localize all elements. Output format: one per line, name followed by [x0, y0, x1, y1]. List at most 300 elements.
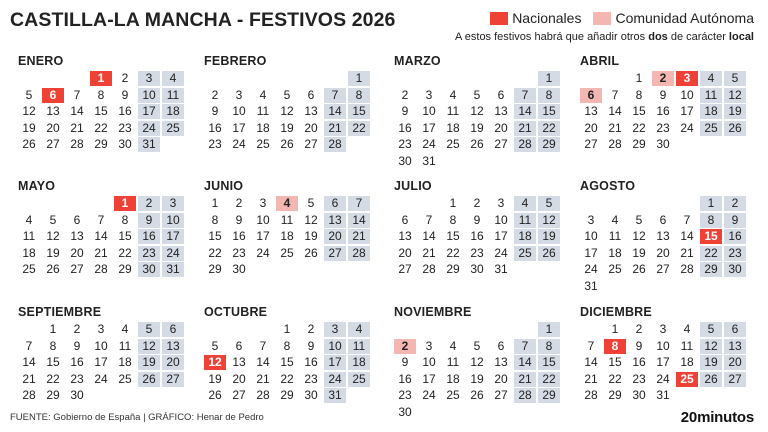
brand-logo: 20minutos — [680, 409, 754, 426]
empty-cell — [300, 71, 322, 86]
day-cell: 9 — [659, 87, 667, 102]
weekend-day-cell: 2 — [138, 196, 160, 211]
day-cell: 23 — [232, 245, 246, 260]
empty-cell — [442, 71, 464, 86]
legend-item-national — [490, 10, 581, 26]
day-cell: 26 — [46, 262, 60, 276]
day-cell: 16 — [118, 104, 132, 118]
weekend-day-cell: 28 — [324, 137, 346, 152]
day-cell: 7 — [683, 212, 691, 227]
month-name: OCTUBRE — [204, 305, 268, 319]
day-cell: 20 — [70, 245, 84, 260]
month-grid — [394, 196, 564, 277]
weekend-day-cell: 11 — [348, 339, 370, 354]
day-cell: 4 — [683, 322, 691, 336]
month-grid — [580, 196, 750, 294]
weekend-day-cell: 26 — [700, 372, 722, 387]
day-cell: 17 — [94, 355, 108, 369]
day-cell: 24 — [680, 120, 694, 135]
weekend-day-cell: 13 — [324, 213, 346, 228]
day-cell: 2 — [121, 71, 129, 85]
month-mayo — [18, 178, 188, 277]
day-cell: 14 — [94, 229, 108, 243]
month-grid — [580, 322, 750, 403]
day-cell: 29 — [118, 262, 132, 276]
weekend-day-cell: 10 — [162, 213, 184, 228]
day-cell: 9 — [121, 87, 129, 102]
day-cell: 23 — [632, 371, 646, 386]
day-cell: 19 — [470, 120, 484, 135]
empty-cell — [228, 322, 250, 337]
day-cell: 13 — [494, 355, 508, 369]
day-cell: 23 — [398, 388, 412, 402]
day-cell: 14 — [422, 229, 436, 243]
note-prefix: A estos festivos habrá que añadir otros — [454, 31, 649, 43]
weekend-day-cell: 29 — [538, 388, 560, 403]
day-cell: 5 — [473, 87, 481, 102]
day-cell: 17 — [584, 245, 598, 260]
day-cell: 29 — [94, 137, 108, 151]
day-cell: 16 — [632, 355, 646, 369]
month-name: AGOSTO — [580, 179, 636, 193]
weekend-day-cell: 21 — [348, 229, 370, 244]
weekend-day-cell: 10 — [138, 88, 160, 103]
day-cell: 30 — [470, 262, 484, 276]
weekend-day-cell: 14 — [514, 104, 536, 119]
day-cell: 6 — [73, 212, 81, 227]
day-cell: 9 — [235, 212, 243, 227]
weekend-day-cell: 17 — [162, 229, 184, 244]
weekend-day-cell: 9 — [138, 213, 160, 228]
day-cell: 9 — [473, 212, 481, 227]
day-cell: 20 — [46, 120, 60, 135]
legend-regional-label: Comunidad Autónoma — [615, 10, 754, 26]
empty-cell — [442, 322, 464, 337]
day-cell: 3 — [97, 322, 105, 336]
day-cell: 27 — [656, 262, 670, 276]
day-cell: 1 — [283, 322, 291, 336]
day-cell: 10 — [422, 104, 436, 118]
day-cell: 5 — [635, 212, 643, 227]
day-cell: 27 — [398, 262, 412, 276]
empty-cell — [90, 196, 112, 211]
national-holiday-cell: 8 — [604, 339, 626, 354]
weekend-day-cell: 6 — [724, 322, 746, 337]
weekend-day-cell: 11 — [514, 213, 536, 228]
day-cell: 21 — [422, 245, 436, 260]
day-cell: 13 — [398, 229, 412, 243]
weekend-day-cell: 19 — [724, 104, 746, 119]
day-cell: 6 — [235, 338, 243, 353]
day-cell: 27 — [494, 388, 508, 402]
day-cell: 25 — [608, 262, 622, 276]
empty-cell — [18, 71, 40, 86]
day-cell: 6 — [401, 212, 409, 227]
day-cell: 14 — [22, 355, 36, 369]
day-cell: 26 — [304, 245, 318, 260]
day-cell: 9 — [307, 338, 315, 353]
day-cell: 20 — [494, 371, 508, 386]
weekend-day-cell: 8 — [700, 213, 722, 228]
weekend-day-cell: 31 — [138, 137, 160, 152]
day-cell: 11 — [22, 229, 36, 243]
day-cell: 28 — [22, 388, 36, 402]
month-noviembre — [394, 304, 564, 420]
weekend-day-cell: 26 — [724, 121, 746, 136]
weekend-day-cell: 1 — [348, 71, 370, 86]
day-cell: 29 — [632, 137, 646, 151]
day-cell: 16 — [398, 120, 412, 135]
day-cell: 24 — [422, 137, 436, 151]
day-cell: 5 — [49, 212, 57, 227]
regional-holiday-cell: 4 — [276, 196, 298, 211]
day-cell: 5 — [473, 338, 481, 353]
weekend-day-cell: 19 — [538, 229, 560, 244]
day-cell: 22 — [208, 245, 222, 260]
day-cell: 1 — [49, 322, 57, 336]
day-cell: 26 — [280, 137, 294, 151]
empty-cell — [466, 322, 488, 337]
empty-cell — [252, 322, 274, 337]
day-cell: 22 — [446, 245, 460, 260]
day-cell: 3 — [235, 87, 243, 102]
day-cell: 8 — [49, 338, 57, 353]
weekend-day-cell: 22 — [700, 246, 722, 261]
day-cell: 18 — [608, 245, 622, 260]
day-cell: 29 — [280, 388, 294, 402]
weekend-day-cell: 24 — [162, 246, 184, 261]
day-cell: 16 — [470, 229, 484, 243]
regional-holiday-cell: 6 — [580, 88, 602, 103]
national-holiday-cell: 25 — [676, 372, 698, 387]
day-cell: 11 — [680, 338, 694, 353]
weekend-day-cell: 30 — [724, 262, 746, 277]
day-cell: 24 — [232, 137, 246, 151]
day-cell: 28 — [256, 388, 270, 402]
month-febrero — [204, 53, 374, 152]
day-cell: 26 — [632, 262, 646, 276]
weekend-day-cell: 14 — [348, 213, 370, 228]
empty-cell — [652, 196, 674, 211]
day-cell: 29 — [446, 262, 460, 276]
day-cell: 1 — [635, 71, 643, 85]
day-cell: 28 — [584, 388, 598, 402]
note-middle: de carácter — [667, 31, 729, 43]
day-cell: 25 — [446, 388, 460, 402]
day-cell: 18 — [446, 120, 460, 135]
day-cell: 14 — [256, 355, 270, 369]
month-junio — [204, 178, 374, 277]
empty-cell — [324, 71, 346, 86]
month-name: NOVIEMBRE — [394, 305, 472, 319]
day-cell: 26 — [470, 137, 484, 151]
month-name: JUNIO — [204, 179, 244, 193]
day-cell: 16 — [208, 120, 222, 135]
weekend-day-cell: 7 — [514, 339, 536, 354]
day-cell: 28 — [94, 262, 108, 276]
weekend-day-cell: 27 — [724, 372, 746, 387]
weekend-day-cell: 14 — [514, 355, 536, 370]
day-cell: 17 — [680, 104, 694, 118]
month-name: MAYO — [18, 179, 56, 193]
weekend-day-cell: 20 — [162, 355, 184, 370]
day-cell: 11 — [608, 229, 622, 243]
day-cell: 10 — [94, 338, 108, 353]
empty-cell — [394, 71, 416, 86]
empty-cell — [42, 71, 64, 86]
day-cell: 11 — [256, 104, 270, 118]
footer-source: FUENTE: Gobierno de España | GRÁFICO: Henar de Pedro — [10, 412, 264, 423]
empty-cell — [18, 322, 40, 337]
day-cell: 12 — [470, 355, 484, 369]
day-cell: 23 — [118, 120, 132, 135]
day-cell: 11 — [446, 355, 460, 369]
empty-cell — [204, 71, 226, 86]
empty-cell — [204, 322, 226, 337]
day-cell: 19 — [304, 229, 318, 243]
day-cell: 8 — [449, 212, 457, 227]
day-cell: 31 — [422, 153, 436, 168]
day-cell: 11 — [118, 338, 132, 353]
day-cell: 12 — [470, 104, 484, 118]
regional-holiday-cell: 2 — [394, 339, 416, 354]
empty-cell — [514, 71, 536, 86]
day-cell: 23 — [304, 371, 318, 386]
day-cell: 19 — [470, 371, 484, 386]
legend-national-label: Nacionales — [512, 10, 582, 26]
month-septiembre — [18, 304, 188, 403]
day-cell: 23 — [208, 137, 222, 151]
day-cell: 23 — [398, 137, 412, 151]
weekend-day-cell: 17 — [138, 104, 160, 119]
month-grid — [580, 71, 750, 152]
month-name: ABRIL — [580, 54, 620, 68]
weekend-day-cell: 13 — [724, 339, 746, 354]
day-cell: 24 — [494, 245, 508, 260]
day-cell: 20 — [584, 120, 598, 135]
day-cell: 20 — [494, 120, 508, 135]
weekend-day-cell: 24 — [138, 121, 160, 136]
day-cell: 31 — [584, 278, 598, 293]
day-cell: 8 — [211, 212, 219, 227]
day-cell: 6 — [497, 87, 505, 102]
weekend-day-cell: 1 — [538, 322, 560, 337]
month-agosto — [580, 178, 750, 294]
weekend-day-cell: 5 — [538, 196, 560, 211]
day-cell: 1 — [449, 196, 457, 210]
empty-cell — [580, 71, 602, 86]
empty-cell — [228, 71, 250, 86]
day-cell: 17 — [656, 355, 670, 369]
day-cell: 4 — [449, 87, 457, 102]
day-cell: 4 — [121, 322, 129, 336]
weekend-day-cell: 21 — [514, 372, 536, 387]
day-cell: 13 — [584, 104, 598, 118]
day-cell: 29 — [46, 388, 60, 402]
day-cell: 14 — [680, 229, 694, 243]
day-cell: 4 — [449, 338, 457, 353]
weekend-day-cell: 3 — [138, 71, 160, 86]
day-cell: 28 — [608, 137, 622, 151]
weekend-day-cell: 27 — [324, 246, 346, 261]
weekend-day-cell: 6 — [324, 196, 346, 211]
weekend-day-cell: 26 — [138, 372, 160, 387]
month-grid — [204, 196, 374, 277]
empty-cell — [394, 196, 416, 211]
day-cell: 9 — [73, 338, 81, 353]
month-grid — [394, 322, 564, 420]
day-cell: 3 — [497, 196, 505, 210]
day-cell: 15 — [608, 355, 622, 369]
day-cell: 25 — [256, 137, 270, 151]
day-cell: 21 — [256, 371, 270, 386]
national-holiday-cell: 6 — [42, 88, 64, 103]
national-holiday-cell: 3 — [676, 71, 698, 86]
day-cell: 10 — [494, 212, 508, 227]
day-cell: 15 — [46, 355, 60, 369]
month-marzo — [394, 53, 564, 169]
weekend-day-cell: 19 — [700, 355, 722, 370]
day-cell: 18 — [680, 355, 694, 369]
weekend-day-cell: 3 — [324, 322, 346, 337]
day-cell: 16 — [398, 371, 412, 386]
day-cell: 29 — [608, 388, 622, 402]
day-cell: 7 — [259, 338, 267, 353]
day-cell: 15 — [632, 104, 646, 118]
day-cell: 2 — [307, 322, 315, 336]
day-cell: 22 — [632, 120, 646, 135]
day-cell: 10 — [656, 338, 670, 353]
page-title: CASTILLA-LA MANCHA - FESTIVOS 2026 — [10, 9, 396, 31]
day-cell: 13 — [656, 229, 670, 243]
day-cell: 9 — [401, 355, 409, 369]
day-cell: 25 — [118, 371, 132, 386]
day-cell: 29 — [208, 262, 222, 276]
note-bold-dos: dos — [648, 31, 668, 43]
month-grid — [204, 71, 374, 152]
weekend-day-cell: 12 — [724, 88, 746, 103]
regional-swatch — [593, 12, 611, 25]
day-cell: 10 — [422, 355, 436, 369]
month-name: FEBRERO — [204, 54, 267, 68]
national-holiday-cell: 12 — [204, 355, 226, 370]
day-cell: 18 — [256, 120, 270, 135]
weekend-day-cell: 21 — [324, 121, 346, 136]
month-grid — [18, 322, 188, 403]
national-holiday-cell: 15 — [700, 229, 722, 244]
day-cell: 30 — [656, 137, 670, 151]
legend-item-regional — [593, 10, 754, 26]
weekend-day-cell: 31 — [324, 388, 346, 403]
day-cell: 21 — [584, 371, 598, 386]
day-cell: 4 — [259, 87, 267, 102]
weekend-day-cell: 24 — [324, 372, 346, 387]
day-cell: 15 — [446, 229, 460, 243]
day-cell: 30 — [398, 404, 412, 419]
day-cell: 18 — [280, 229, 294, 243]
weekend-day-cell: 15 — [538, 104, 560, 119]
empty-cell — [604, 196, 626, 211]
weekend-day-cell: 28 — [348, 246, 370, 261]
day-cell: 22 — [118, 245, 132, 260]
day-cell: 19 — [22, 120, 36, 135]
day-cell: 3 — [425, 87, 433, 102]
day-cell: 21 — [608, 120, 622, 135]
day-cell: 17 — [494, 229, 508, 243]
day-cell: 22 — [46, 371, 60, 386]
day-cell: 24 — [656, 371, 670, 386]
day-cell: 17 — [256, 229, 270, 243]
weekend-day-cell: 11 — [162, 88, 184, 103]
day-cell: 16 — [304, 355, 318, 369]
day-cell: 22 — [608, 371, 622, 386]
day-cell: 3 — [259, 196, 267, 210]
weekend-day-cell: 10 — [324, 339, 346, 354]
day-cell: 30 — [632, 388, 646, 402]
regional-holiday-cell: 2 — [652, 71, 674, 86]
day-cell: 27 — [232, 388, 246, 402]
weekend-day-cell: 9 — [724, 213, 746, 228]
day-cell: 20 — [398, 245, 412, 260]
day-cell: 26 — [470, 388, 484, 402]
weekend-day-cell: 31 — [162, 262, 184, 277]
weekend-day-cell: 7 — [348, 196, 370, 211]
day-cell: 7 — [425, 212, 433, 227]
day-cell: 4 — [25, 212, 33, 227]
day-cell: 15 — [280, 355, 294, 369]
weekend-day-cell: 6 — [162, 322, 184, 337]
weekend-day-cell: 18 — [700, 104, 722, 119]
day-cell: 13 — [232, 355, 246, 369]
local-holidays-note — [455, 31, 754, 43]
day-cell: 12 — [280, 104, 294, 118]
day-cell: 14 — [70, 104, 84, 118]
day-cell: 2 — [635, 322, 643, 336]
day-cell: 20 — [304, 120, 318, 135]
day-cell: 18 — [118, 355, 132, 369]
day-cell: 25 — [22, 262, 36, 276]
day-cell: 19 — [46, 245, 60, 260]
weekend-day-cell: 12 — [138, 339, 160, 354]
day-cell: 13 — [304, 104, 318, 118]
weekend-day-cell: 4 — [700, 71, 722, 86]
weekend-day-cell: 7 — [324, 88, 346, 103]
day-cell: 9 — [211, 104, 219, 118]
day-cell: 8 — [635, 87, 643, 102]
empty-cell — [676, 196, 698, 211]
weekend-day-cell: 4 — [514, 196, 536, 211]
weekend-day-cell: 29 — [538, 137, 560, 152]
month-name: ENERO — [18, 54, 64, 68]
empty-cell — [252, 71, 274, 86]
day-cell: 15 — [94, 104, 108, 118]
national-swatch — [490, 12, 508, 25]
day-cell: 31 — [656, 388, 670, 402]
day-cell: 27 — [584, 137, 598, 151]
weekend-day-cell: 7 — [514, 88, 536, 103]
day-cell: 7 — [587, 338, 595, 353]
weekend-day-cell: 25 — [162, 121, 184, 136]
weekend-day-cell: 12 — [700, 339, 722, 354]
day-cell: 14 — [584, 355, 598, 369]
weekend-day-cell: 5 — [138, 322, 160, 337]
empty-cell — [418, 322, 440, 337]
weekend-day-cell: 23 — [724, 246, 746, 261]
weekend-day-cell: 4 — [162, 71, 184, 86]
day-cell: 7 — [611, 87, 619, 102]
empty-cell — [628, 196, 650, 211]
day-cell: 6 — [497, 338, 505, 353]
